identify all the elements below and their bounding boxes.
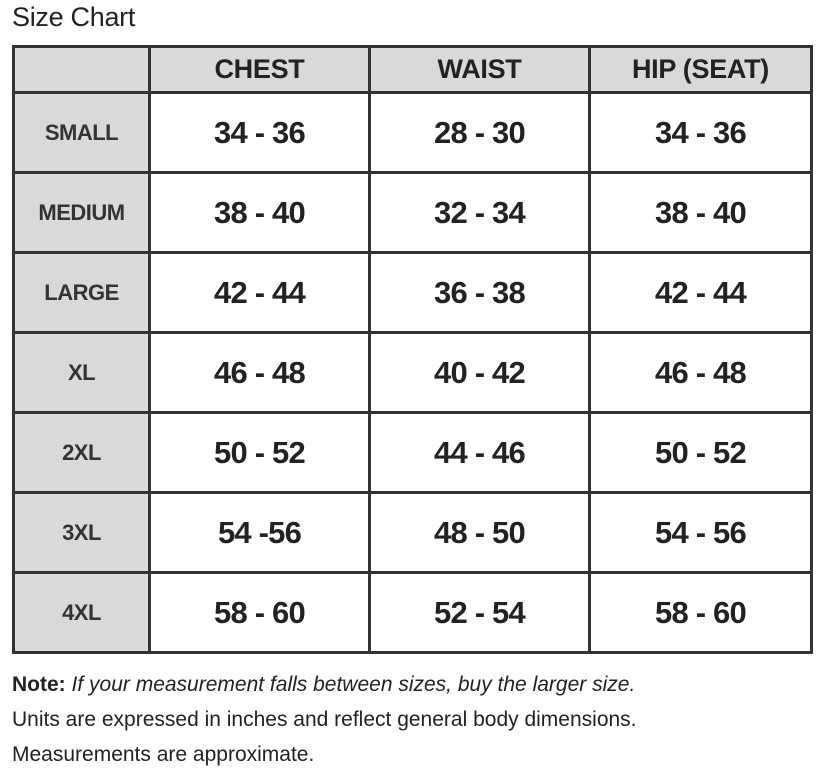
chest-value: 58 - 60 [150,573,370,653]
column-header-waist: WAIST [370,47,590,93]
table-row [14,333,812,413]
table-corner-cell [14,47,150,93]
chest-value: 50 - 52 [150,413,370,493]
table-row [14,573,812,653]
units-note: Units are expressed in inches and reflect general body dimensions. [12,708,637,731]
note-line [12,667,812,702]
waist-value: 48 - 50 [370,493,590,573]
waist-value: 28 - 30 [370,93,590,173]
page-title: Size Chart [12,2,136,32]
column-header-chest: CHEST [150,47,370,93]
table-header-row [14,47,812,93]
note-label: Note: [12,673,66,696]
waist-value: 52 - 54 [370,573,590,653]
size-label: 3XL [14,493,150,573]
table-row [14,413,812,493]
table-row [14,253,812,333]
hip-value: 50 - 52 [590,413,812,493]
notes-section [12,667,812,772]
size-label: XL [14,333,150,413]
hip-value: 34 - 36 [590,93,812,173]
waist-value: 44 - 46 [370,413,590,493]
table-row [14,173,812,253]
hip-value: 42 - 44 [590,253,812,333]
chest-value: 34 - 36 [150,93,370,173]
size-label: MEDIUM [14,173,150,253]
note-text: If your measurement falls between sizes, buy the larger size. [71,673,636,696]
chest-value: 42 - 44 [150,253,370,333]
size-chart-table [12,45,813,654]
chest-value: 54 -56 [150,493,370,573]
hip-value: 46 - 48 [590,333,812,413]
waist-value: 40 - 42 [370,333,590,413]
hip-value: 38 - 40 [590,173,812,253]
size-label: LARGE [14,253,150,333]
size-label: 4XL [14,573,150,653]
size-label: SMALL [14,93,150,173]
chest-value: 38 - 40 [150,173,370,253]
hip-value: 54 - 56 [590,493,812,573]
chest-value: 46 - 48 [150,333,370,413]
table-row [14,493,812,573]
approximate-note: Measurements are approximate. [12,743,315,766]
table-row [14,93,812,173]
size-label: 2XL [14,413,150,493]
waist-value: 36 - 38 [370,253,590,333]
waist-value: 32 - 34 [370,173,590,253]
column-header-hip: HIP (SEAT) [590,47,812,93]
hip-value: 58 - 60 [590,573,812,653]
